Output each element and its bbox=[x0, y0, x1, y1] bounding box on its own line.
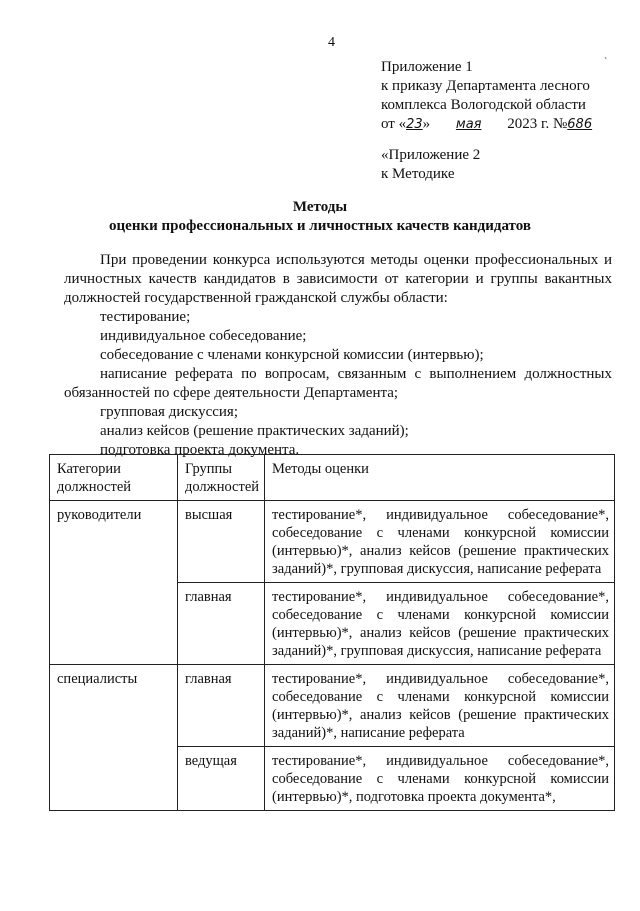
method-item: тестирование; bbox=[100, 309, 191, 325]
group-cell: главная bbox=[178, 665, 265, 747]
header-methods: Методы оценки bbox=[265, 455, 615, 501]
appendix-line: комплекса Вологодской области bbox=[381, 97, 586, 113]
appendix2-line: «Приложение 2 bbox=[381, 147, 481, 163]
appendix-line: к приказу Департамента лесного bbox=[381, 78, 590, 94]
order-date-line bbox=[381, 115, 631, 134]
table-header-row bbox=[50, 455, 615, 501]
intro-paragraph: При проведении конкурса используются методы оценки профессиональных и личностных качеств кандидатов в зависимости от категории и группы вакантных должностей государственной гражданской службы области: bbox=[64, 252, 612, 306]
header-group: Группы должностей bbox=[178, 455, 265, 501]
method-item: индивидуальное собеседование; bbox=[100, 328, 307, 344]
appendix2-header bbox=[381, 146, 480, 184]
date-month: мая bbox=[455, 117, 482, 132]
methods-cell: тестирование*, индивидуальное собеседование*, собеседование с членами конкурсной комиссии (интервью)*, анализ кейсов (решение практических заданий)*, групповая дискуссия, написание реферата bbox=[265, 501, 615, 583]
method-item: написание реферата по вопросам, связанным с выполнением должностных обязанностей по сфере деятельности Департамента; bbox=[64, 366, 612, 401]
appendix-line: Приложение 1 bbox=[381, 59, 473, 75]
category-cell: руководители bbox=[50, 501, 178, 665]
table-row bbox=[50, 501, 615, 583]
body-text bbox=[64, 251, 612, 460]
appendix2-line: к Методике bbox=[381, 166, 455, 182]
methods-cell: тестирование*, индивидуальное собеседование*, собеседование с членами конкурсной комиссии (интервью)*, анализ кейсов (решение практических заданий)*, написание реферата bbox=[265, 665, 615, 747]
date-year: 2023 г. № bbox=[503, 116, 568, 132]
method-item: групповая дискуссия; bbox=[100, 404, 239, 420]
header-category: Категории должностей bbox=[50, 455, 178, 501]
methods-cell: тестирование*, индивидуальное собеседование*, собеседование с членами конкурсной комиссии (интервью)*, анализ кейсов (решение практических заданий)*, групповая дискуссия, написание реферата bbox=[265, 583, 615, 665]
document-title: Методы bbox=[292, 199, 348, 215]
document-subtitle: оценки профессиональных и личностных качеств кандидатов bbox=[109, 218, 531, 234]
date-day: 23 bbox=[406, 117, 423, 132]
date-prefix: от « bbox=[381, 116, 407, 132]
group-cell: главная bbox=[178, 583, 265, 665]
order-number: 686 bbox=[567, 117, 593, 132]
table-row bbox=[50, 665, 615, 747]
appendix-header bbox=[381, 58, 631, 134]
pen-mark: ˋ bbox=[604, 57, 608, 68]
method-item: анализ кейсов (решение практических заданий); bbox=[100, 423, 409, 439]
category-cell: специалисты bbox=[50, 665, 178, 811]
date-mid: » bbox=[422, 116, 434, 132]
group-cell: высшая bbox=[178, 501, 265, 583]
methods-table bbox=[49, 454, 615, 811]
method-item: подготовка проекта документа. bbox=[100, 442, 300, 458]
method-item: собеседование с членами конкурсной комиссии (интервью); bbox=[100, 347, 484, 363]
methods-cell: тестирование*, индивидуальное собеседование*, собеседование с членами конкурсной комиссии (интервью)*, подготовка проекта документа*, bbox=[265, 747, 615, 811]
group-cell: ведущая bbox=[178, 747, 265, 811]
page-number: 4 bbox=[328, 35, 335, 50]
